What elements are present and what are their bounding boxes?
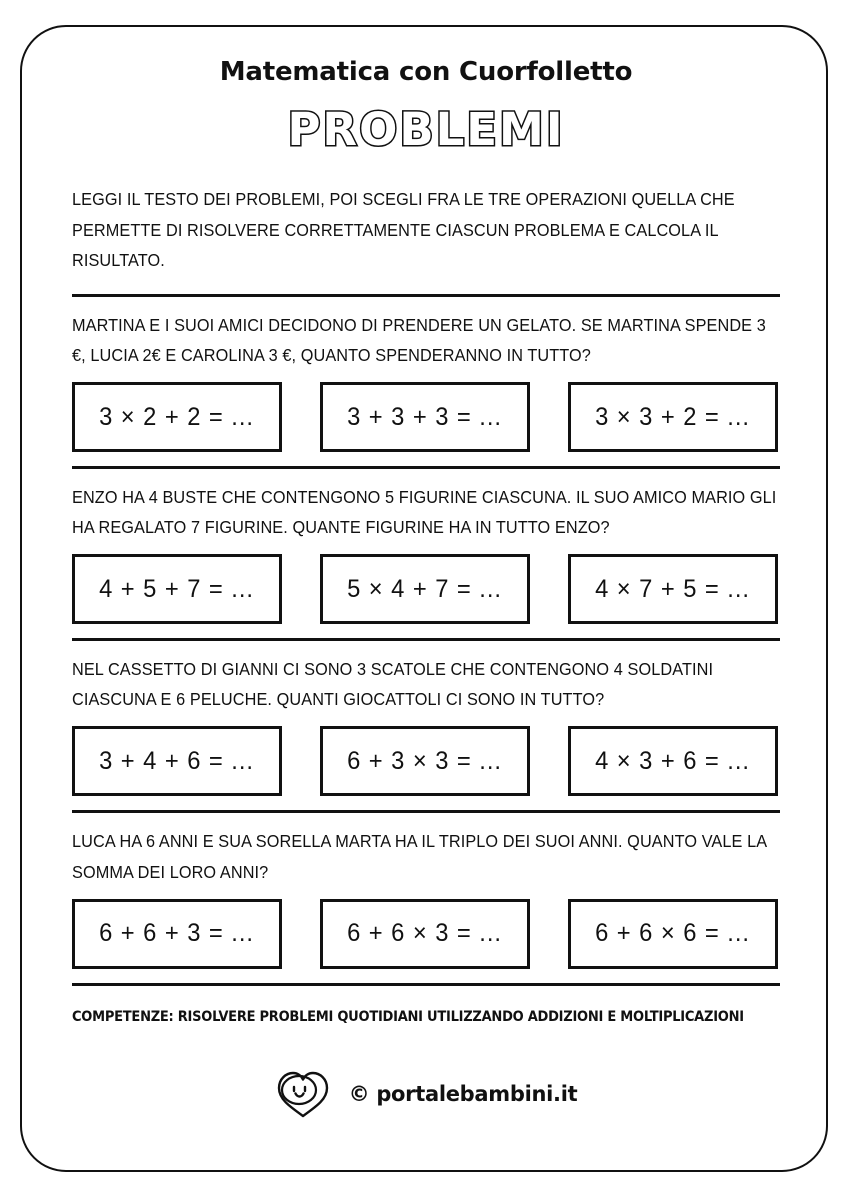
brand-title: Matematica con Cuorfolletto bbox=[219, 57, 633, 87]
answer-option[interactable] bbox=[320, 554, 530, 624]
credit-label: © portalebambini.it bbox=[348, 1082, 578, 1107]
problem-statement: ENZO HA 4 BUSTE CHE CONTENGONO 5 FIGURINE CIASCUNA. IL SUO AMICO MARIO GLI HA REGALATO 7 FIGURINE. QUANTE FIGURINE HA IN TUTTO ENZO? bbox=[72, 487, 777, 538]
problem-block bbox=[72, 641, 780, 796]
answer-option[interactable] bbox=[320, 382, 530, 452]
answer-option[interactable] bbox=[568, 899, 778, 969]
answer-option[interactable] bbox=[72, 899, 282, 969]
answer-option-label: 5 × 4 + 7 = ... bbox=[347, 574, 503, 603]
heart-smiley-icon bbox=[275, 1066, 331, 1122]
answer-option-label: 6 + 6 × 3 = ... bbox=[347, 919, 503, 948]
competenze-text: COMPETENZE: RISOLVERE PROBLEMI QUOTIDIANI UTILIZZANDO ADDIZIONI E MOLTIPLICAZIONI bbox=[72, 1008, 744, 1025]
answer-options bbox=[72, 726, 780, 796]
answer-option-label: 3 × 2 + 2 = ... bbox=[99, 402, 255, 431]
credit-row bbox=[72, 1066, 780, 1122]
answer-option-label: 6 + 3 × 3 = ... bbox=[347, 746, 503, 775]
worksheet-content bbox=[72, 35, 780, 1165]
instructions-text: LEGGI IL TESTO DEI PROBLEMI, POI SCEGLI FRA LE TRE OPERAZIONI QUELLA CHE PERMETTE DI RISOLVERE CORRETTAMENTE CIASCUN PROBLEMA E CALCOLA IL RISULTATO. bbox=[72, 189, 735, 271]
problem-block bbox=[72, 469, 780, 624]
answer-options bbox=[72, 382, 780, 452]
problem-block bbox=[72, 297, 780, 452]
answer-option-label: 4 × 3 + 6 = ... bbox=[595, 746, 751, 775]
worksheet-card bbox=[20, 25, 828, 1172]
answer-option[interactable] bbox=[568, 726, 778, 796]
answer-option-label: 3 + 4 + 6 = ... bbox=[99, 746, 255, 775]
answer-option-label: 3 + 3 + 3 = ... bbox=[347, 402, 503, 431]
answer-option[interactable] bbox=[72, 382, 282, 452]
answer-options bbox=[72, 899, 780, 969]
problem-statement: MARTINA E I SUOI AMICI DECIDONO DI PRENDERE UN GELATO. SE MARTINA SPENDE 3 €, LUCIA 2€ E CAROLINA 3 €, QUANTO SPENDERANNO IN TUTTO? bbox=[72, 314, 766, 365]
divider bbox=[72, 983, 780, 986]
answer-option-label: 4 + 5 + 7 = ... bbox=[99, 574, 255, 603]
problem-statement: LUCA HA 6 ANNI E SUA SORELLA MARTA HA IL TRIPLO DEI SUOI ANNI. QUANTO VALE LA SOMMA DEI LORO ANNI? bbox=[72, 831, 767, 882]
answer-option-label: 4 × 7 + 5 = ... bbox=[595, 574, 751, 603]
answer-option[interactable] bbox=[568, 382, 778, 452]
answer-option[interactable] bbox=[72, 726, 282, 796]
answer-option[interactable] bbox=[320, 899, 530, 969]
answer-option-label: 3 × 3 + 2 = ... bbox=[595, 402, 751, 431]
problem-statement: NEL CASSETTO DI GIANNI CI SONO 3 SCATOLE CHE CONTENGONO 4 SOLDATINI CIASCUNA E 6 PELUCHE. QUANTI GIOCATTOLI CI SONO IN TUTTO? bbox=[72, 659, 714, 710]
answer-options bbox=[72, 554, 780, 624]
answer-option[interactable] bbox=[568, 554, 778, 624]
answer-option[interactable] bbox=[72, 554, 282, 624]
answer-option-label: 6 + 6 × 6 = ... bbox=[595, 919, 751, 948]
problem-block bbox=[72, 813, 780, 968]
page-title: PROBLEMI bbox=[287, 103, 565, 156]
answer-option-label: 6 + 6 + 3 = ... bbox=[99, 919, 255, 948]
answer-option[interactable] bbox=[320, 726, 530, 796]
